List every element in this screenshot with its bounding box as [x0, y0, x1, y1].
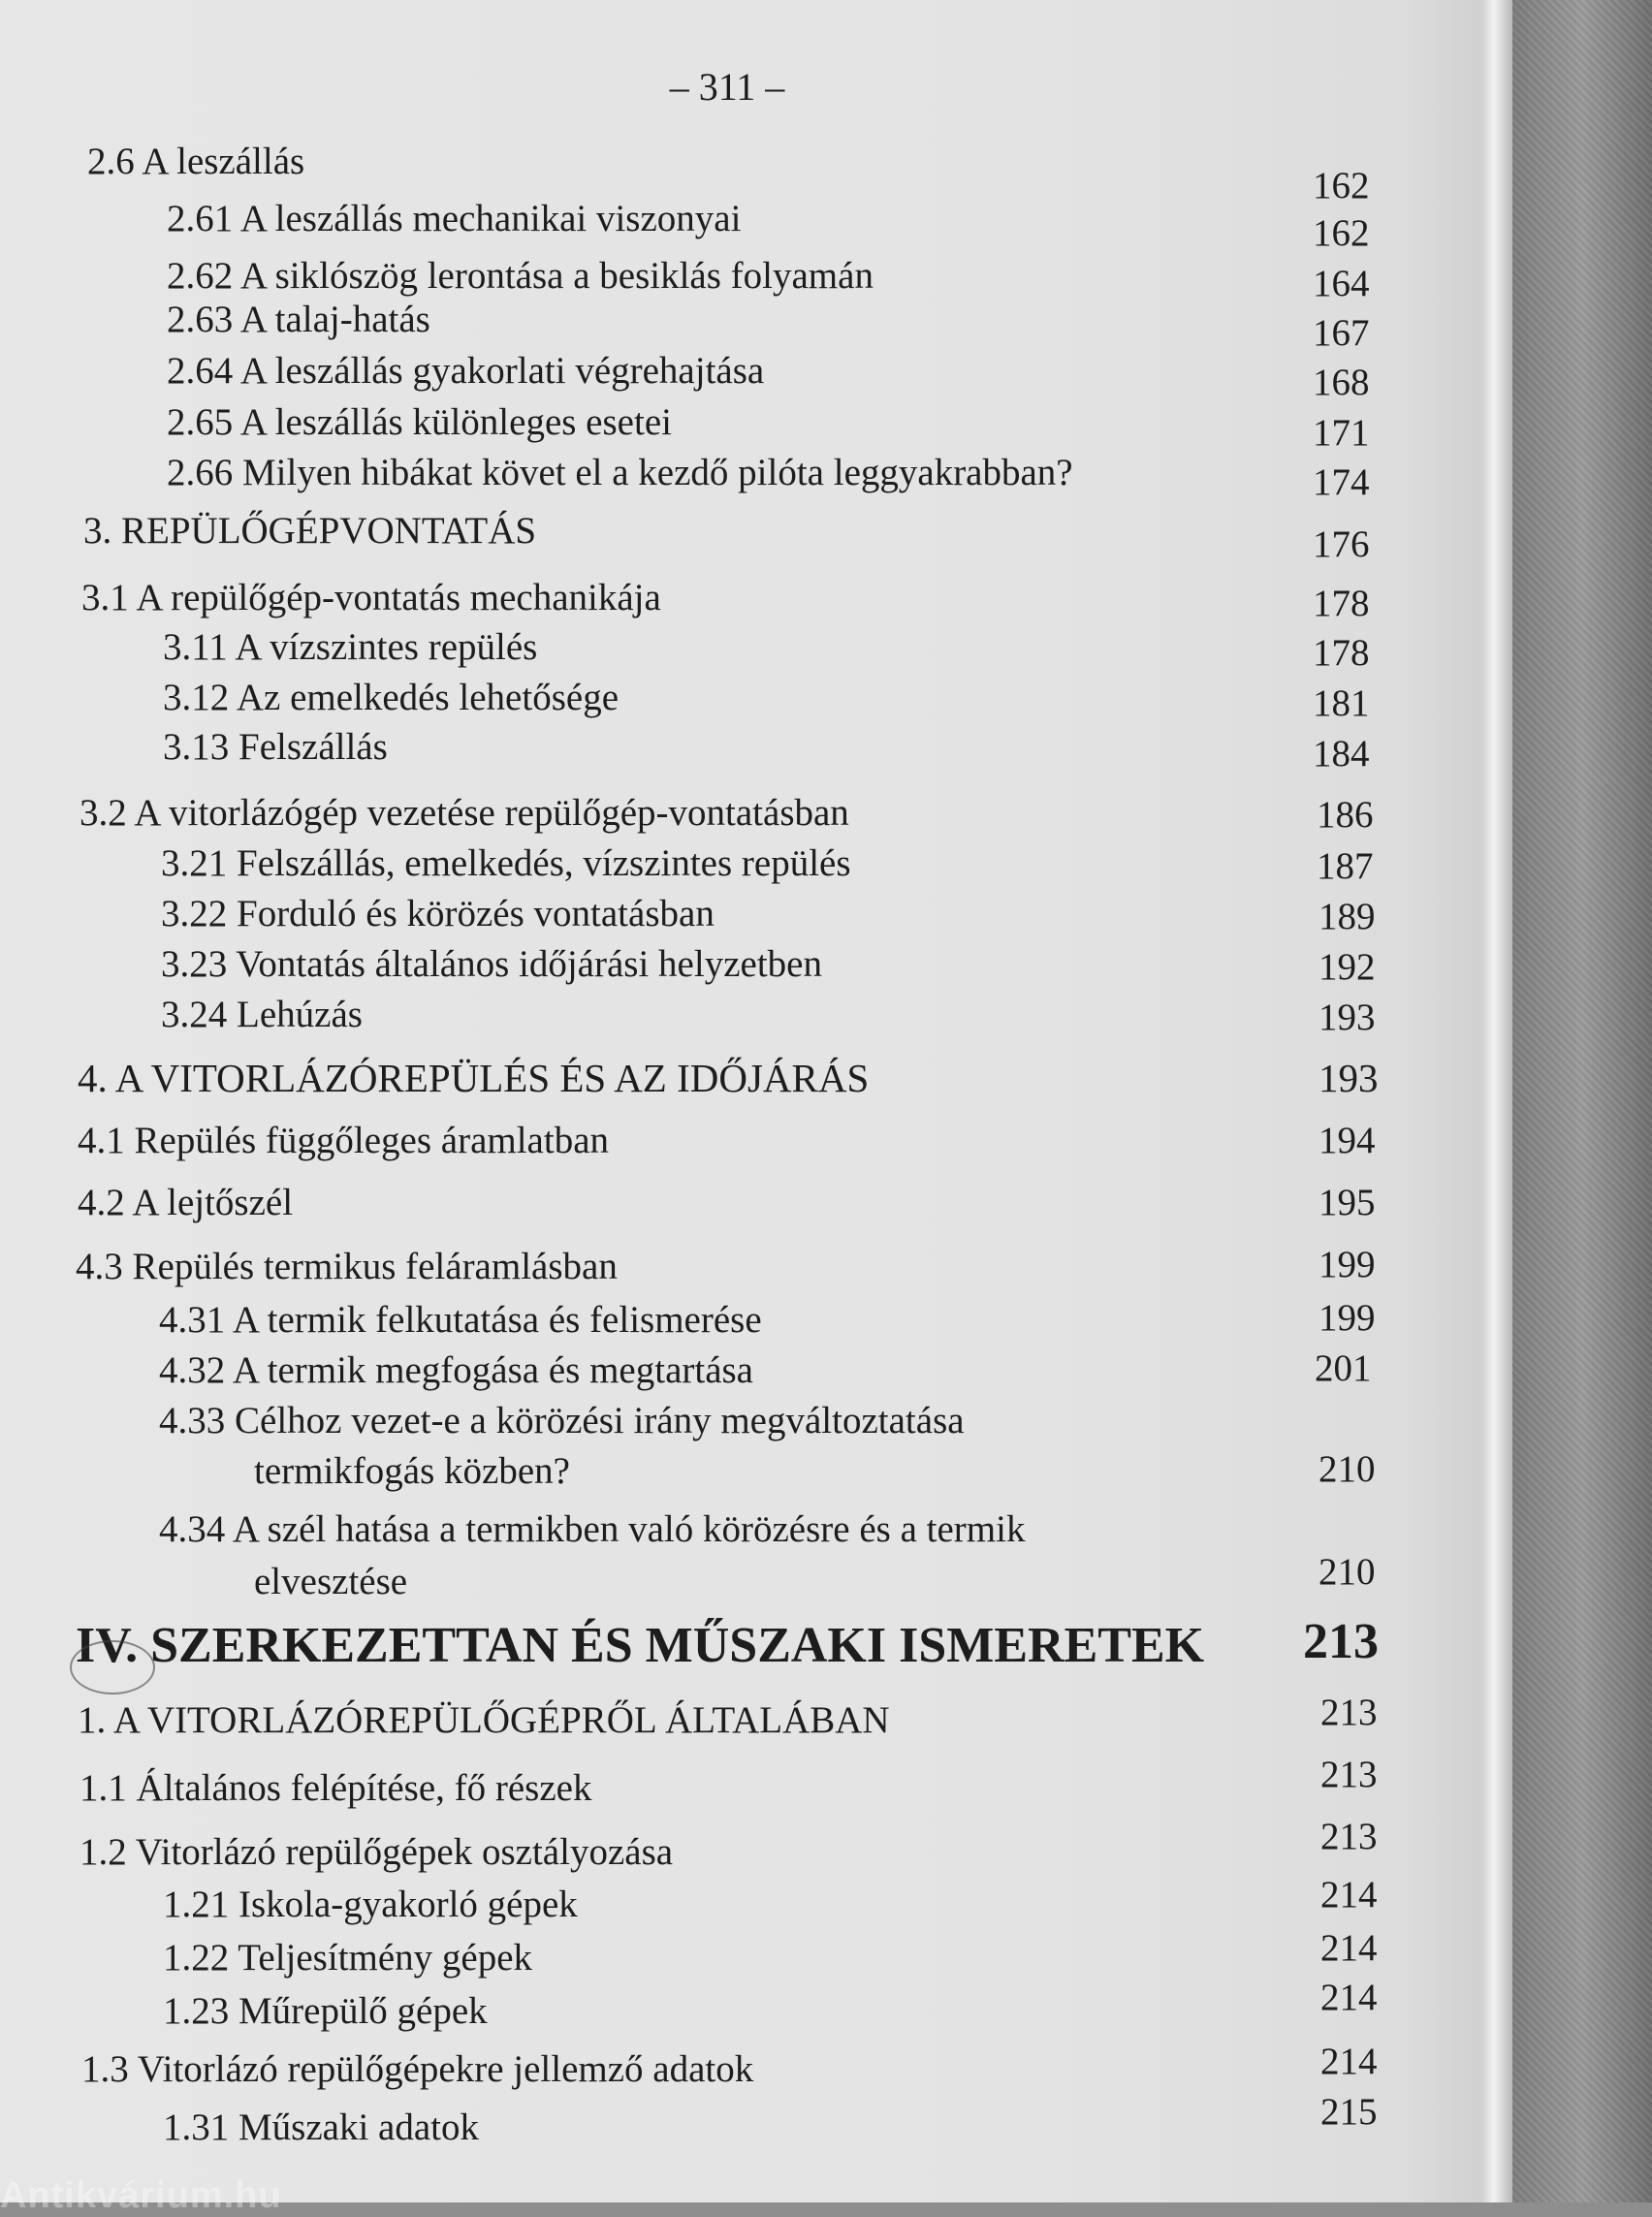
toc-entry-title: 3.22 Forduló és körözés vontatásban [161, 893, 715, 934]
toc-entry-title: 1.22 Teljesítmény gépek [163, 1937, 533, 1979]
toc-entry-title: 4.33 Célhoz vezet-e a körözési irány megváltoztatása [159, 1400, 965, 1441]
toc-entry-page: 168 [1313, 362, 1370, 403]
pencil-circle-mark [70, 1640, 155, 1694]
toc-entry-page: 213 [1320, 1816, 1378, 1857]
toc-entry-page: 186 [1317, 794, 1374, 836]
toc-entry-title: 4.31 A termik felkutatása és felismerése [159, 1299, 762, 1341]
toc-entry-title: IV. SZERKEZETTAN ÉS MŰSZAKI ISMERETEK [76, 1618, 1205, 1673]
toc-entry-page: 201 [1315, 1347, 1372, 1389]
toc-entry-page: 193 [1318, 997, 1376, 1038]
toc-entry-page: 162 [1313, 165, 1370, 206]
toc-entry-page: 213 [1303, 1614, 1379, 1669]
toc-entry-page: 178 [1313, 632, 1370, 674]
toc-entry-page: 214 [1320, 1927, 1378, 1969]
toc-entry-title: 3.13 Felszállás [163, 726, 388, 768]
toc-entry-title: 4.32 A termik megfogása és megtartása [159, 1349, 753, 1391]
toc-entry-page: 214 [1320, 2041, 1378, 2082]
toc-entry-page: 214 [1320, 1874, 1378, 1916]
toc-entry-title: 4.2 A lejtőszél [78, 1182, 294, 1223]
toc-entry-title: 4.1 Repülés függőleges áramlatban [78, 1120, 609, 1161]
toc-entry-page: 194 [1318, 1120, 1376, 1161]
toc-entry-title: 3.24 Lehúzás [161, 994, 363, 1035]
toc-entry-title: 3.1 A repülőgép-vontatás mechanikája [81, 577, 661, 618]
toc-entry-page: 215 [1320, 2091, 1378, 2133]
toc-entry-title: 1.31 Műszaki adatok [163, 2106, 480, 2148]
toc-entry-title: 2.6 A leszállás [87, 141, 305, 182]
watermark: Antikvárium.hu [0, 2175, 282, 2216]
toc-entry-page: 187 [1317, 845, 1374, 887]
toc-entry-page: 199 [1318, 1297, 1376, 1339]
toc-entry-title: 4.3 Repülés termikus feláramlásban [76, 1246, 618, 1287]
toc-entry-title: 1.1 Általános felépítése, fő részek [79, 1767, 592, 1809]
toc-entry-page: 210 [1318, 1448, 1376, 1490]
toc-entry-title: 1.3 Vitorlázó repülőgépekre jellemző adatok [81, 2048, 754, 2090]
toc-entry-title: 2.61 A leszállás mechanikai viszonyai [167, 198, 742, 239]
toc-entry-page: 199 [1318, 1244, 1376, 1285]
toc-entry-title: 3. REPÜLŐGÉPVONTATÁS [83, 510, 537, 552]
toc-entry-page: 214 [1320, 1977, 1378, 2018]
toc-entry-page: 174 [1313, 461, 1370, 503]
toc-entry-title: 1.21 Iskola-gyakorló gépek [163, 1884, 578, 1925]
toc-entry-title: 2.63 A talaj-hatás [167, 299, 430, 340]
toc-entry-page: 184 [1313, 733, 1370, 775]
toc-entry-title: 1.23 Műrepülő gépek [163, 1990, 488, 2032]
toc-entry-page: 213 [1320, 1692, 1378, 1733]
toc-entry-page: 213 [1320, 1754, 1378, 1795]
toc-entry-page: 195 [1318, 1182, 1376, 1223]
toc-entry-title: 2.66 Milyen hibákat követ el a kezdő pilóta leggyakrabban? [167, 452, 1073, 493]
toc-entry-title: 3.23 Vontatás általános időjárási helyzetben [161, 943, 822, 985]
toc-entry-title: 3.21 Felszállás, emelkedés, vízszintes repülés [161, 842, 851, 884]
toc-entry-title: elvesztése [254, 1561, 408, 1602]
toc-entry-page: 192 [1318, 946, 1376, 988]
toc-entry-page: 171 [1313, 412, 1370, 454]
toc-entry-title: 4.34 A szél hatása a termikben való körözésre és a termik [159, 1508, 1026, 1550]
toc-entry-page: 162 [1313, 212, 1370, 254]
toc-entry-page: 189 [1318, 896, 1376, 937]
toc-entry-page: 210 [1318, 1551, 1376, 1593]
page-number: – 311 – [669, 65, 785, 109]
toc-entry-page: 193 [1318, 1056, 1379, 1100]
toc-entry-title: 4. A VITORLÁZÓREPÜLÉS ÉS AZ IDŐJÁRÁS [78, 1056, 870, 1100]
toc-entry-title: 1. A VITORLÁZÓREPÜLŐGÉPRŐL ÁLTALÁBAN [78, 1699, 890, 1741]
toc-entry-title: 2.64 A leszállás gyakorlati végrehajtása [167, 350, 765, 392]
toc-entry-title: 1.2 Vitorlázó repülőgépek osztályozása [79, 1831, 674, 1873]
toc-entry-title: 3.11 A vízszintes repülés [163, 626, 538, 668]
toc-entry-title: 2.62 A siklószög lerontása a besiklás folyamán [167, 255, 874, 297]
toc-entry-title: 2.65 A leszállás különleges esetei [167, 401, 672, 443]
toc-entry-page: 181 [1313, 682, 1370, 724]
toc-entry-page: 178 [1313, 583, 1370, 624]
background-surface [1512, 0, 1652, 2202]
page-edge [1481, 0, 1512, 2202]
toc-entry-title: 3.12 Az emelkedés lehetősége [163, 677, 619, 718]
toc-entry-page: 167 [1313, 312, 1370, 354]
toc-entry-page: 164 [1313, 263, 1370, 304]
toc-entry-title: 3.2 A vitorlázógép vezetése repülőgép-vontatásban [79, 792, 849, 834]
toc-entry-title: termikfogás közben? [254, 1450, 570, 1492]
toc-entry-page: 176 [1313, 523, 1370, 565]
